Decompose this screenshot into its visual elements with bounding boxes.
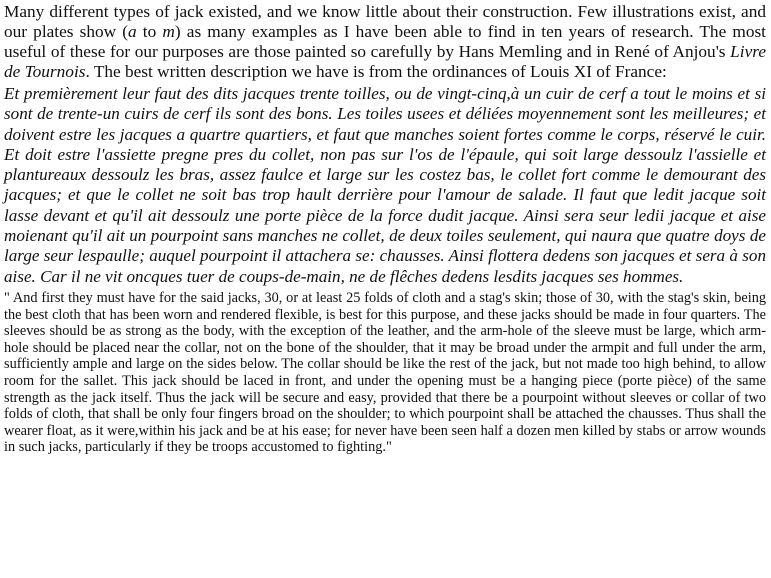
plate-letter-a: a — [128, 22, 137, 41]
book-title: Livre de Tournois — [4, 42, 766, 81]
intro-text-2: to — [136, 22, 163, 41]
intro-text-4: . The best written description we have is from the ordinances of Louis XI of France: — [85, 62, 667, 81]
plate-letter-m: m — [162, 22, 175, 41]
intro-text-1: Many different types of jack existed, and we know little about their construction. Few illustrations exist, and our plates show ( — [4, 2, 766, 41]
french-ordinance-quote: Et premièrement leur faut des dits jacques trente toilles, ou de vingt-cinq,à un cuir de cerf a tout le moins et si sont de trente-un cuirs de cerf ils sont des bons. Les toiles usees et déliées moyennement sont les meilleures; et doivent estre les jacques a quartre quartiers, et faut que manches soient fortes comme le corps, réservé le cuir. Et doit estre l'assiette pregne pres du collet, non pas sur l'os de l'épaule, qui soit large dessoulz l'assielle et plantureaux dessoulz les bras, assez faulce et large sur les costez bas, le collet fort comme le demourant des jacques; et que le collet ne soit bas trop hault derrière pour l'amour de salade. Il faut que ledit jacque soit lasse devant et qu'il ait dessoulz une porte pièce de la force dudit jacque. Ainsi sera seur ledii jacque et aise moienant qu'il ait un pourpoint sans manches ne collet, de deux toiles seulement, qui naura que quatre doys de large seur lespaulle; auquel pourpoint il attachera se: chausses. Ainsi flottera dedens son jacques et sera à son aise. Car il ne vit oncques tuer de coups-de-main, ne de flêches dedens lesdits jacques ses hommes. — [4, 84, 766, 286]
intro-paragraph — [4, 2, 766, 82]
english-translation: " And first they must have for the said jacks, 30, or at least 25 folds of cloth and a stag's skin; those of 30, with the stag's skin, being the best cloth that has been worn and rendered flexible, is best for this purpose, and these jacks should be made in four quarters. The sleeves should be as strong as the body, with the exception of the leather, and the arm-hole of the sleeve must be large, which arm-hole should be placed near the collar, not on the bone of the shoulder, that it may be broad under the armpit and full under the arm, sufficiently ample and large on the sides below. The collar should be like the rest of the jack, but not made too high behind, to allow room for the sallet. This jack should be laced in front, and under the opening must be a hanging piece (porte pièce) of the same strength as the jack itself. Thus the jack will be secure and easy, provided that there be a pourpoint without sleeves or collar of two folds of cloth, that shall be only four fingers broad on the shoulder; to which pourpoint shall be attached the chausses. Thus shall the wearer float, as it were,within his jack and be at his ease; for never have been seen half a dozen men killed by stabs or arrow wounds in such jacks, particularly if they be troops accustomed to fighting." — [4, 289, 766, 456]
document-page — [4, 2, 766, 456]
intro-text-3: ) as many examples as I have been able to find in ten years of research. The most useful of these for our purposes are those painted so carefully by Hans Memling and in René of Anjou's — [4, 22, 766, 61]
